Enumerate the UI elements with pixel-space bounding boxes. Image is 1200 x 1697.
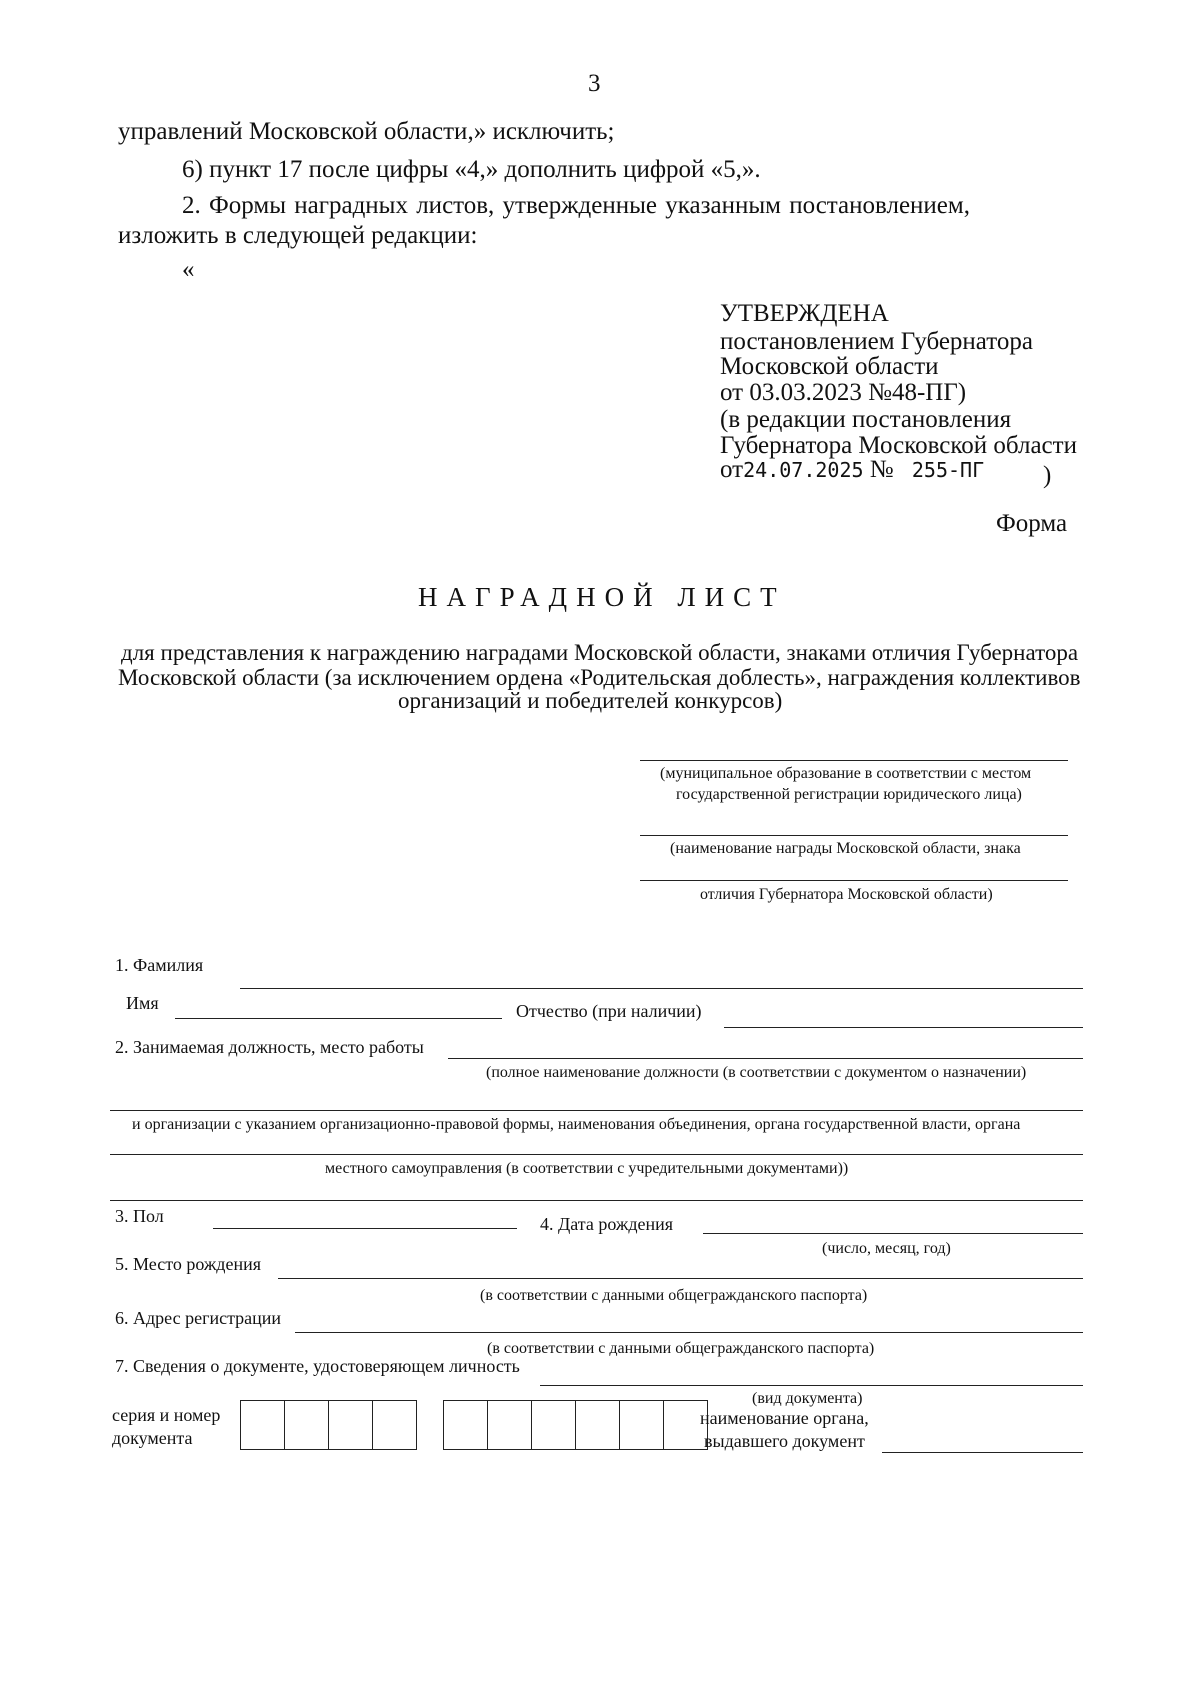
series-label-1: серия и номер (112, 1405, 221, 1425)
surname-label: 1. Фамилия (115, 955, 204, 975)
patronymic-field[interactable] (724, 1027, 1083, 1028)
issuer-label-2: выдавшего документ (704, 1431, 865, 1451)
selfgov-hint: местного самоуправления (в соответствии с учредительными документами)) (325, 1160, 849, 1177)
subtitle-line-3: организаций и победителей конкурсов) (398, 688, 783, 713)
surname-field[interactable] (240, 988, 1083, 989)
birthdate-label: 4. Дата рождения (540, 1214, 674, 1234)
municipal-hint-2: государственной регистрации юридического лица) (676, 786, 1022, 803)
position-hint: (полное наименование должности (в соответствии с документом о назначении) (486, 1064, 1027, 1081)
position-field[interactable] (448, 1058, 1083, 1059)
approval-line-3: Московской области (720, 353, 939, 380)
subtitle-line-1: для представления к награждению наградами Московской области, знаками отличия Губернатора (121, 640, 1079, 665)
birthdate-field[interactable] (703, 1233, 1083, 1234)
series-label-2: документа (112, 1428, 193, 1448)
forma-label: Форма (996, 510, 1068, 537)
series-boxes[interactable] (240, 1400, 417, 1450)
approval-date: 24.07.2025 (743, 458, 864, 482)
intro-line-3: 2. Формы наградных листов, утвержденные указанным постановлением, (182, 192, 970, 219)
approval-heading: УТВЕРЖДЕНА (720, 300, 889, 327)
birthplace-field[interactable] (278, 1278, 1083, 1279)
name-field[interactable] (175, 1018, 502, 1019)
position-label: 2. Занимаемая должность, место работы (115, 1037, 424, 1057)
intro-line-1: управлений Московской области,» исключить; (118, 118, 615, 145)
address-field[interactable] (295, 1332, 1083, 1333)
id-doc-type-field[interactable] (540, 1385, 1083, 1386)
number-sign: № (869, 456, 894, 483)
number-boxes[interactable] (443, 1400, 708, 1450)
municipal-blank-line[interactable] (640, 760, 1068, 761)
page-number: 3 (588, 70, 601, 97)
approval-close-paren: ) (1043, 462, 1052, 489)
issuer-label-1: наименование органа, (700, 1408, 869, 1428)
approval-line-6: Губернатора Московской области (720, 432, 1077, 459)
intro-line-2: 6) пункт 17 после цифры «4,» дополнить цифрой «5,». (182, 156, 761, 183)
birthdate-hint: (число, месяц, год) (822, 1240, 951, 1257)
address-hint: (в соответствии с данными общегражданского паспорта) (487, 1340, 875, 1357)
approval-line-4: от 03.03.2023 №48-ПГ) (720, 379, 967, 406)
approval-line-5: (в редакции постановления (720, 406, 1012, 433)
series-digit-box[interactable] (373, 1401, 416, 1449)
id-doc-type-hint: (вид документа) (752, 1390, 863, 1407)
selfgov-field[interactable] (110, 1154, 1083, 1155)
number-digit-box[interactable] (620, 1401, 664, 1449)
award-hint-2: отличия Губернатора Московской области) (700, 886, 993, 903)
subtitle-line-2: Московской области (за исключением ордена «Родительская доблесть», награждения коллективов (118, 665, 1081, 690)
approval-from-label: от (720, 456, 744, 483)
approval-line-2: постановлением Губернатора (720, 328, 1033, 355)
award-blank-line-2[interactable] (640, 880, 1068, 881)
sex-field[interactable] (213, 1228, 517, 1229)
number-digit-box[interactable] (576, 1401, 620, 1449)
municipal-hint-1: (муниципальное образование в соответствии с местом (660, 765, 1032, 782)
series-digit-box[interactable] (329, 1401, 373, 1449)
approval-line-7 (720, 456, 984, 484)
name-label: Имя (126, 993, 159, 1013)
address-label: 6. Адрес регистрации (115, 1308, 282, 1328)
intro-line-4: изложить в следующей редакции: (118, 222, 478, 249)
patronymic-label: Отчество (при наличии) (516, 1001, 702, 1021)
birthplace-label: 5. Место рождения (115, 1254, 262, 1274)
sex-label: 3. Пол (115, 1206, 164, 1226)
number-digit-box[interactable] (444, 1401, 488, 1449)
birthplace-hint: (в соответствии с данными общегражданского паспорта) (480, 1287, 868, 1304)
number-digit-box[interactable] (532, 1401, 576, 1449)
quote-open: « (182, 256, 195, 283)
approval-number: 255-ПГ (911, 458, 985, 482)
award-hint-1: (наименование награды Московской области, знака (670, 840, 1021, 857)
org-extra-field[interactable] (110, 1200, 1083, 1201)
page-title: НАГРАДНОЙ ЛИСТ (418, 582, 786, 612)
org-field[interactable] (110, 1110, 1083, 1111)
org-hint: и организации с указанием организационно-правовой формы, наименования объединения, органа государственной власти, органа (132, 1116, 1021, 1133)
award-blank-line[interactable] (640, 835, 1068, 836)
series-digit-box[interactable] (241, 1401, 285, 1449)
series-digit-box[interactable] (285, 1401, 329, 1449)
issuer-field[interactable] (882, 1452, 1083, 1453)
number-digit-box[interactable] (488, 1401, 532, 1449)
id-doc-label: 7. Сведения о документе, удостоверяющем личность (115, 1356, 520, 1376)
